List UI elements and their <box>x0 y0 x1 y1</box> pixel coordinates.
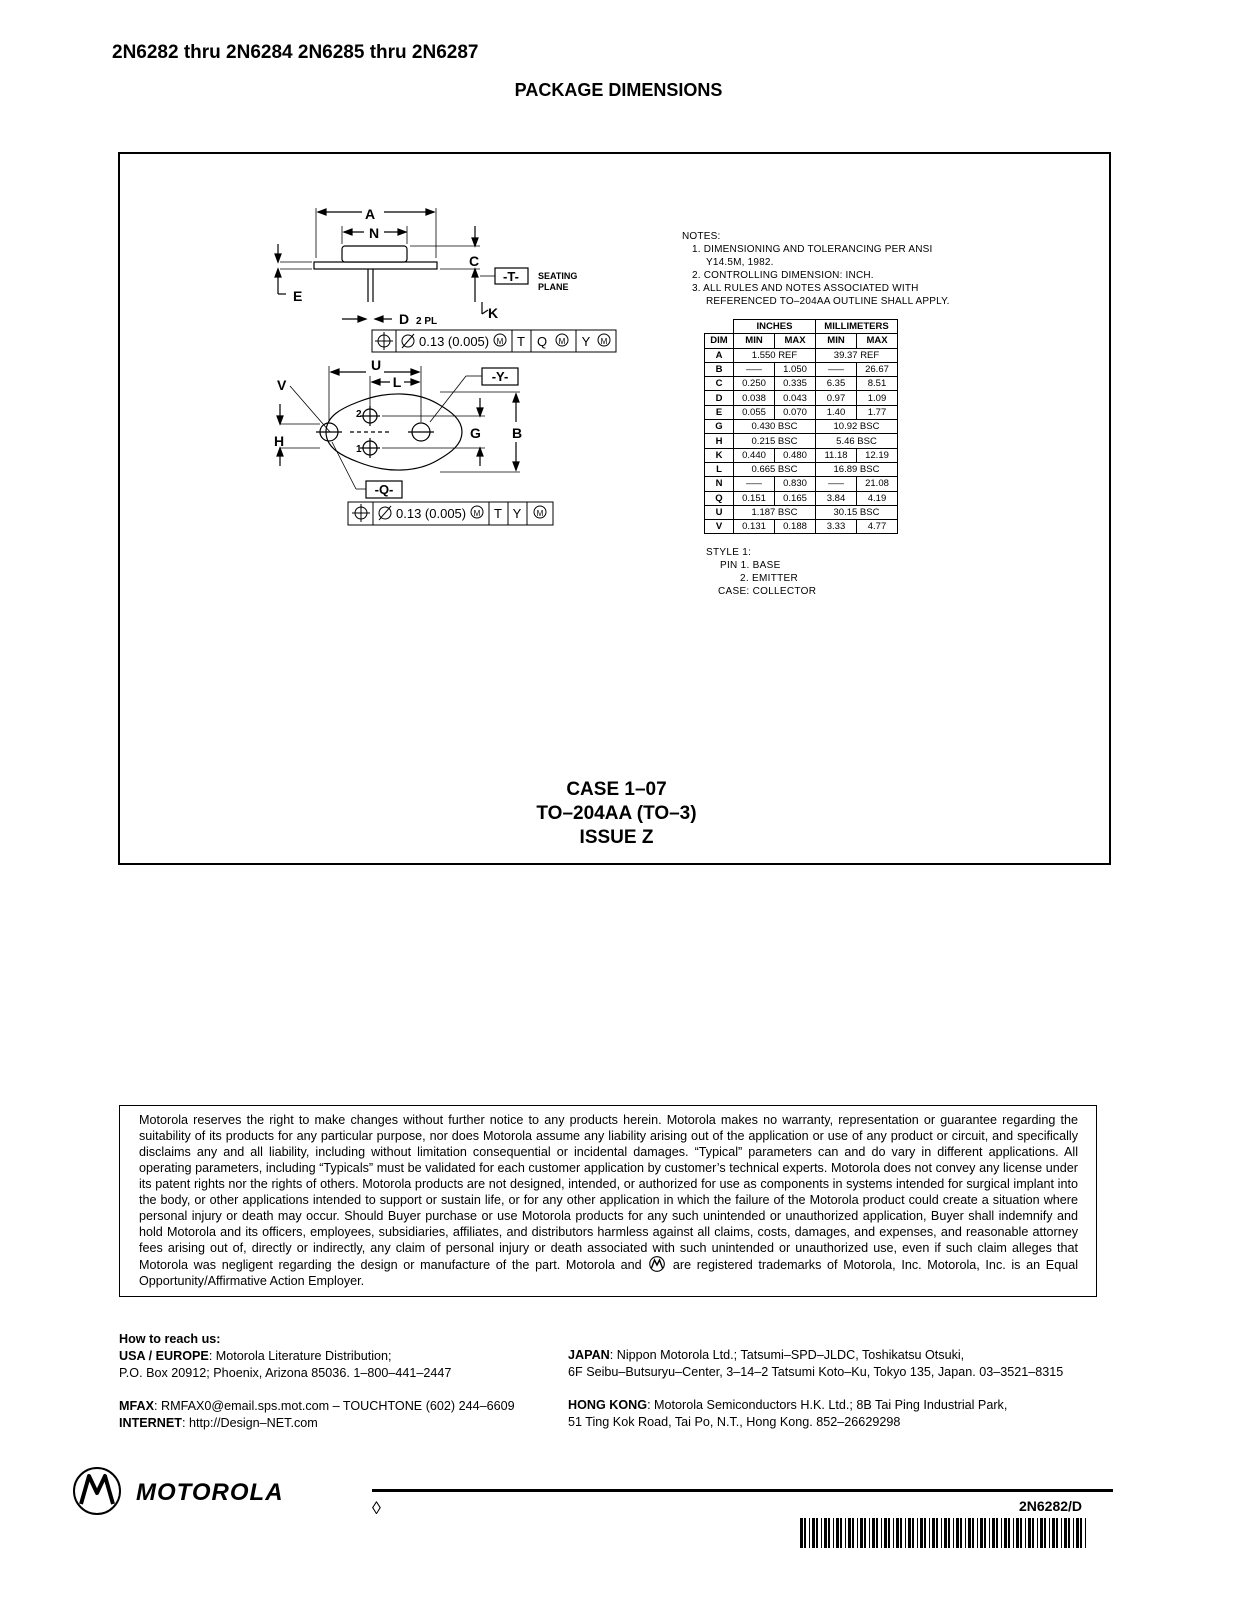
dim-cell: N <box>705 477 734 491</box>
dim-row <box>705 391 898 405</box>
barcode-bar <box>881 1518 882 1548</box>
hk-label: HONG KONG <box>568 1398 648 1412</box>
dim-cell: 5.46 BSC <box>816 434 898 448</box>
notes-heading: NOTES: <box>682 231 721 242</box>
dim-cell: B <box>705 362 734 376</box>
dim-cell: 0.188 <box>775 520 816 534</box>
dim-label-v: V <box>277 377 287 393</box>
style-pin1: PIN 1. BASE <box>720 560 781 571</box>
dim-cell: 39.37 REF <box>816 348 898 362</box>
dim-cell: U <box>705 505 734 519</box>
dim-cell: C <box>705 377 734 391</box>
dim-cell: 0.97 <box>816 391 857 405</box>
document-number: 2N6282/D <box>1019 1498 1083 1514</box>
dim-cell: 0.440 <box>734 448 775 462</box>
inches-header: INCHES <box>734 320 816 334</box>
barcode-bar <box>984 1518 986 1548</box>
barcode-bar <box>836 1518 839 1548</box>
barcode-bar <box>905 1518 906 1548</box>
dim-cell: 16.89 BSC <box>816 462 898 476</box>
hk-line-2: 51 Ting Kok Road, Tai Po, N.T., Hong Kong. 852–26629298 <box>568 1415 901 1429</box>
barcode-bar <box>972 1518 974 1548</box>
barcode-bar <box>944 1518 947 1548</box>
barcode-bar <box>876 1518 878 1548</box>
dim-row <box>705 405 898 419</box>
dim-cell: 11.18 <box>816 448 857 462</box>
japan-line-2: 6F Seibu–Butsuryu–Center, 3–14–2 Tatsumi Koto–Ku, Tokyo 135, Japan. 03–3521–8315 <box>568 1365 1064 1379</box>
barcode-bar <box>816 1518 818 1548</box>
barcode-bar <box>852 1518 854 1548</box>
barcode-bar <box>917 1518 918 1548</box>
plane-label: PLANE <box>538 282 569 292</box>
barcode-bar <box>980 1518 983 1548</box>
datum-t: -T- <box>503 269 519 284</box>
barcode-bar <box>888 1518 890 1548</box>
col-dim: DIM <box>705 334 734 348</box>
dim-label-c: C <box>469 253 480 269</box>
dim-cell: A <box>705 348 734 362</box>
barcode-bar <box>1008 1518 1010 1548</box>
barcode-bar <box>857 1518 858 1548</box>
dim-cell: K <box>705 448 734 462</box>
hk-line-1: : Motorola Semiconductors H.K. Ltd.; 8B Tai Ping Industrial Park, <box>647 1398 1008 1412</box>
dim-row <box>705 477 898 491</box>
section-title: PACKAGE DIMENSIONS <box>514 80 723 100</box>
barcode-bar <box>1076 1518 1079 1548</box>
note-3b: REFERENCED TO–204AA OUTLINE SHALL APPLY. <box>706 296 950 307</box>
style-block <box>706 546 816 598</box>
fcf-top-mod: M <box>496 337 504 346</box>
barcode-bar <box>992 1518 995 1548</box>
barcode-bar <box>929 1518 930 1548</box>
dim-cell: 21.08 <box>857 477 898 491</box>
dim-label-l: L <box>392 374 402 390</box>
dim-label-k: K <box>488 305 499 321</box>
barcode-bar <box>968 1518 971 1548</box>
barcode-bar <box>1080 1518 1082 1548</box>
dimension-table <box>704 319 898 534</box>
part-range-title: 2N6282 thru 2N6284 2N6285 thru 2N6287 <box>112 42 479 63</box>
fcf-top-datum-3: M <box>558 337 566 346</box>
dim-row <box>705 491 898 505</box>
dim-cell: ––– <box>816 477 857 491</box>
barcode-bar <box>1016 1518 1019 1548</box>
dim-label-2pl: 2 PL <box>416 316 438 327</box>
barcode-bar <box>840 1518 842 1548</box>
dim-label-a: A <box>364 206 376 222</box>
note-1b: Y14.5M, 1982. <box>706 257 774 268</box>
col-in-max: MAX <box>775 334 816 348</box>
barcode-bar <box>1028 1518 1031 1548</box>
dim-cell: 1.77 <box>857 405 898 419</box>
pin-2-label: 2 <box>356 409 362 420</box>
dim-cell: 0.151 <box>734 491 775 505</box>
usa-line-1: : Motorola Literature Distribution; <box>208 1349 392 1363</box>
dimension-table-body <box>705 348 898 534</box>
fcf-top-datum-1: T <box>517 334 525 349</box>
barcode-bar <box>1025 1518 1026 1548</box>
fcf-bottom-datum-3: M <box>536 509 544 518</box>
barcode-bar <box>848 1518 851 1548</box>
motorola-batwing-icon <box>647 1256 667 1272</box>
dim-cell: L <box>705 462 734 476</box>
dim-cell: 3.33 <box>816 520 857 534</box>
pin-1-label: 1 <box>356 444 362 455</box>
barcode-bar <box>884 1518 887 1548</box>
note-1a: 1. DIMENSIONING AND TOLERANCING PER ANSI <box>692 244 933 255</box>
barcode-bar <box>965 1518 966 1548</box>
internet-label: INTERNET <box>119 1416 182 1430</box>
dim-row <box>705 348 898 362</box>
barcode-bar <box>1068 1518 1070 1548</box>
dim-cell: 4.19 <box>857 491 898 505</box>
barcode-bar <box>1064 1518 1067 1548</box>
dim-cell: 0.250 <box>734 377 775 391</box>
col-mm-min: MIN <box>816 334 857 348</box>
dim-cell: ––– <box>734 477 775 491</box>
dim-label-e: E <box>293 288 303 304</box>
col-in-min: MIN <box>734 334 775 348</box>
disclaimer-text: Motorola reserves the right to make changes without further notice to any products herein. Motorola makes no warranty, representation or guarantee regarding the suitability of its products for any particular purpose, nor does Motorola assume any liability arising out of the application or use of any product or circuit, and specifically disclaims any and all liability, including without limitation consequential or incidental damages. “Typical” parameters can and do vary in different applications. All operating parameters, including “Typicals” must be validated for each customer application by customer’s technical experts. Motorola does not convey any license under its patent rights nor the rights of others. Motorola products are not designed, intended, or authorized for use as components in systems intended for surgical implant into the body, or other applications intended to support or sustain life, or for any other application in which the failure of the Motorola product could create a situation where personal injury or death may occur. Should Buyer purchase or use Motorola products for any such unintended or unauthorized application, Buyer shall indemnify and hold Motorola and its officers, employees, subsidiaries, affiliates, and distributors harmless against all claims, costs, damages, and expenses, and reasonable attorney fees arising out of, directly or indirectly, any claim of personal injury or death associated with such unintended or unauthorized use, even if such claim alleges that Motorola was negligent regarding the design or manufacture of the part. Motorola and <box>139 1113 1078 1272</box>
fcf-bottom-mod: M <box>473 509 481 518</box>
diamond-mark: ◊ <box>372 1498 381 1518</box>
barcode-bar <box>941 1518 942 1548</box>
dim-cell: 0.038 <box>734 391 775 405</box>
barcode-bar <box>828 1518 830 1548</box>
barcode-bar <box>989 1518 990 1548</box>
japan-label: JAPAN <box>568 1348 610 1362</box>
barcode-bar <box>900 1518 902 1548</box>
dim-row <box>705 448 898 462</box>
datum-q: -Q- <box>374 482 394 497</box>
dim-label-b: B <box>512 425 523 441</box>
barcode-bar <box>912 1518 914 1548</box>
barcode-bar <box>864 1518 866 1548</box>
dim-cell: 1.050 <box>775 362 816 376</box>
fcf-top-datum-5: M <box>600 337 608 346</box>
dim-cell: 8.51 <box>857 377 898 391</box>
dim-cell: 1.09 <box>857 391 898 405</box>
barcode-bar <box>1001 1518 1002 1548</box>
barcode-bar <box>1032 1518 1034 1548</box>
dim-cell: E <box>705 405 734 419</box>
style-pin2: 2. EMITTER <box>740 573 799 584</box>
barcode-bar <box>1020 1518 1022 1548</box>
style-title: STYLE 1: <box>706 547 752 558</box>
dim-label-n: N <box>368 225 380 241</box>
package-dimensions-frame <box>118 152 1111 865</box>
disclaimer-trademark: are registered trademarks of Motorola, Inc. Motorola, Inc. is an Equal Opportunity/Affirmative Action Employer. <box>139 1258 1079 1288</box>
barcode-bar <box>812 1518 815 1548</box>
dim-label-u: U <box>370 357 382 373</box>
contact-right <box>568 1347 1063 1431</box>
barcode-bar <box>1056 1518 1058 1548</box>
dim-cell: 0.070 <box>775 405 816 419</box>
dim-cell: 3.84 <box>816 491 857 505</box>
dim-cell: ––– <box>816 362 857 376</box>
usa-line-2: P.O. Box 20912; Phoenix, Arizona 85036. 1–800–441–2447 <box>119 1366 452 1380</box>
barcode-bar <box>996 1518 998 1548</box>
barcode-bar <box>1040 1518 1043 1548</box>
barcode-bar <box>893 1518 894 1548</box>
dim-label-g: G <box>470 425 481 441</box>
brand-wordmark: MOTOROLA <box>136 1479 284 1506</box>
datum-y: -Y- <box>491 369 509 384</box>
dim-cell: 12.19 <box>857 448 898 462</box>
dim-cell: 0.830 <box>775 477 816 491</box>
japan-line-1: : Nippon Motorola Ltd.; Tatsumi–SPD–JLDC, Toshikatsu Otsuki, <box>609 1348 965 1362</box>
dim-cell: Q <box>705 491 734 505</box>
barcode-bar <box>872 1518 875 1548</box>
dim-cell: 0.480 <box>775 448 816 462</box>
dim-cell: 6.35 <box>816 377 857 391</box>
legal-disclaimer <box>119 1105 1097 1297</box>
barcode-bar <box>845 1518 846 1548</box>
dim-row <box>705 434 898 448</box>
case-outline: TO–204AA (TO–3) <box>536 803 697 824</box>
dim-cell: 0.430 BSC <box>734 420 816 434</box>
barcode-bar <box>908 1518 911 1548</box>
barcode-bar <box>1044 1518 1046 1548</box>
internet-value: : http://Design–NET.com <box>181 1416 318 1430</box>
col-mm-max: MAX <box>857 334 898 348</box>
dim-cell: 1.550 REF <box>734 348 816 362</box>
seating-label: SEATING <box>538 271 578 281</box>
note-3a: 3. ALL RULES AND NOTES ASSOCIATED WITH <box>692 283 919 294</box>
barcode-bar <box>1013 1518 1014 1548</box>
mfax-label: MFAX <box>119 1399 154 1413</box>
dim-cell: 1.187 BSC <box>734 505 816 519</box>
notes-block <box>682 230 950 308</box>
case-issue: ISSUE Z <box>579 827 654 848</box>
dim-cell: 10.92 BSC <box>816 420 898 434</box>
note-2: 2. CONTROLLING DIMENSION: INCH. <box>692 270 874 281</box>
barcode-bar <box>924 1518 926 1548</box>
dim-row <box>705 420 898 434</box>
fcf-bottom-datum-2: Y <box>512 506 522 521</box>
dim-row <box>705 362 898 376</box>
dim-cell: ––– <box>734 362 775 376</box>
dim-cell: 30.15 BSC <box>816 505 898 519</box>
barcode-bar <box>1004 1518 1007 1548</box>
fcf-top-tol: 0.13 (0.005) <box>419 334 490 349</box>
dim-row <box>705 520 898 534</box>
dim-cell: G <box>705 420 734 434</box>
fcf-top-datum-2: Q <box>536 334 548 349</box>
dim-cell: H <box>705 434 734 448</box>
barcode-bar <box>869 1518 870 1548</box>
style-case: CASE: COLLECTOR <box>718 586 817 597</box>
barcode-bar <box>824 1518 827 1548</box>
barcode-bar <box>860 1518 863 1548</box>
barcode-bar <box>960 1518 962 1548</box>
footer-rule <box>372 1489 1113 1492</box>
barcode-bar <box>920 1518 923 1548</box>
dim-cell: 0.131 <box>734 520 775 534</box>
fcf-bottom-datum-1: T <box>494 506 502 521</box>
mm-header: MILLIMETERS <box>816 320 898 334</box>
top-view <box>277 366 553 525</box>
dim-row <box>705 462 898 476</box>
barcode-bar <box>1052 1518 1055 1548</box>
fcf-top-datum-4: Y <box>581 334 591 349</box>
contact-heading: How to reach us: <box>119 1332 221 1346</box>
barcode-bar <box>809 1518 810 1548</box>
case-number: CASE 1–07 <box>566 779 667 800</box>
dim-cell: 0.055 <box>734 405 775 419</box>
barcode-bar <box>932 1518 935 1548</box>
dim-cell: 0.165 <box>775 491 816 505</box>
barcode-bar <box>1073 1518 1074 1548</box>
barcode-bar <box>896 1518 899 1548</box>
barcode-bar <box>1049 1518 1050 1548</box>
dim-cell: 0.665 BSC <box>734 462 816 476</box>
barcode-bar <box>936 1518 938 1548</box>
barcode-bar <box>821 1518 822 1548</box>
barcode-bar <box>1037 1518 1038 1548</box>
dim-cell: 4.77 <box>857 520 898 534</box>
mfax-value: : RMFAX0@email.sps.mot.com – TOUCHTONE (602) 244–6609 <box>153 1399 515 1413</box>
case-info <box>120 778 1113 850</box>
dim-label-h: H <box>274 433 285 449</box>
dim-cell: D <box>705 391 734 405</box>
contact-left <box>119 1331 515 1432</box>
fcf-top <box>372 330 616 352</box>
dim-label-d: D <box>399 311 410 327</box>
dim-cell: 0.215 BSC <box>734 434 816 448</box>
dim-cell: 0.043 <box>775 391 816 405</box>
dim-cell: 1.40 <box>816 405 857 419</box>
dim-cell: 0.335 <box>775 377 816 391</box>
barcode-bar <box>953 1518 954 1548</box>
dim-cell: 26.67 <box>857 362 898 376</box>
usa-label: USA / EUROPE <box>119 1349 209 1363</box>
blank-cell <box>705 320 734 334</box>
barcode-bar <box>804 1518 806 1548</box>
barcode-bar <box>956 1518 959 1548</box>
dim-row <box>705 377 898 391</box>
motorola-logo-icon <box>70 1466 124 1516</box>
barcode-bar <box>977 1518 978 1548</box>
dim-row <box>705 505 898 519</box>
barcode-bar <box>1085 1518 1086 1548</box>
fcf-bottom-tol: 0.13 (0.005) <box>396 506 467 521</box>
barcode-icon <box>800 1518 1090 1548</box>
dim-cell: V <box>705 520 734 534</box>
barcode-bar <box>1061 1518 1062 1548</box>
barcode-bar <box>833 1518 834 1548</box>
barcode-bar <box>800 1518 803 1548</box>
package-drawing <box>120 154 680 534</box>
barcode-bar <box>948 1518 950 1548</box>
